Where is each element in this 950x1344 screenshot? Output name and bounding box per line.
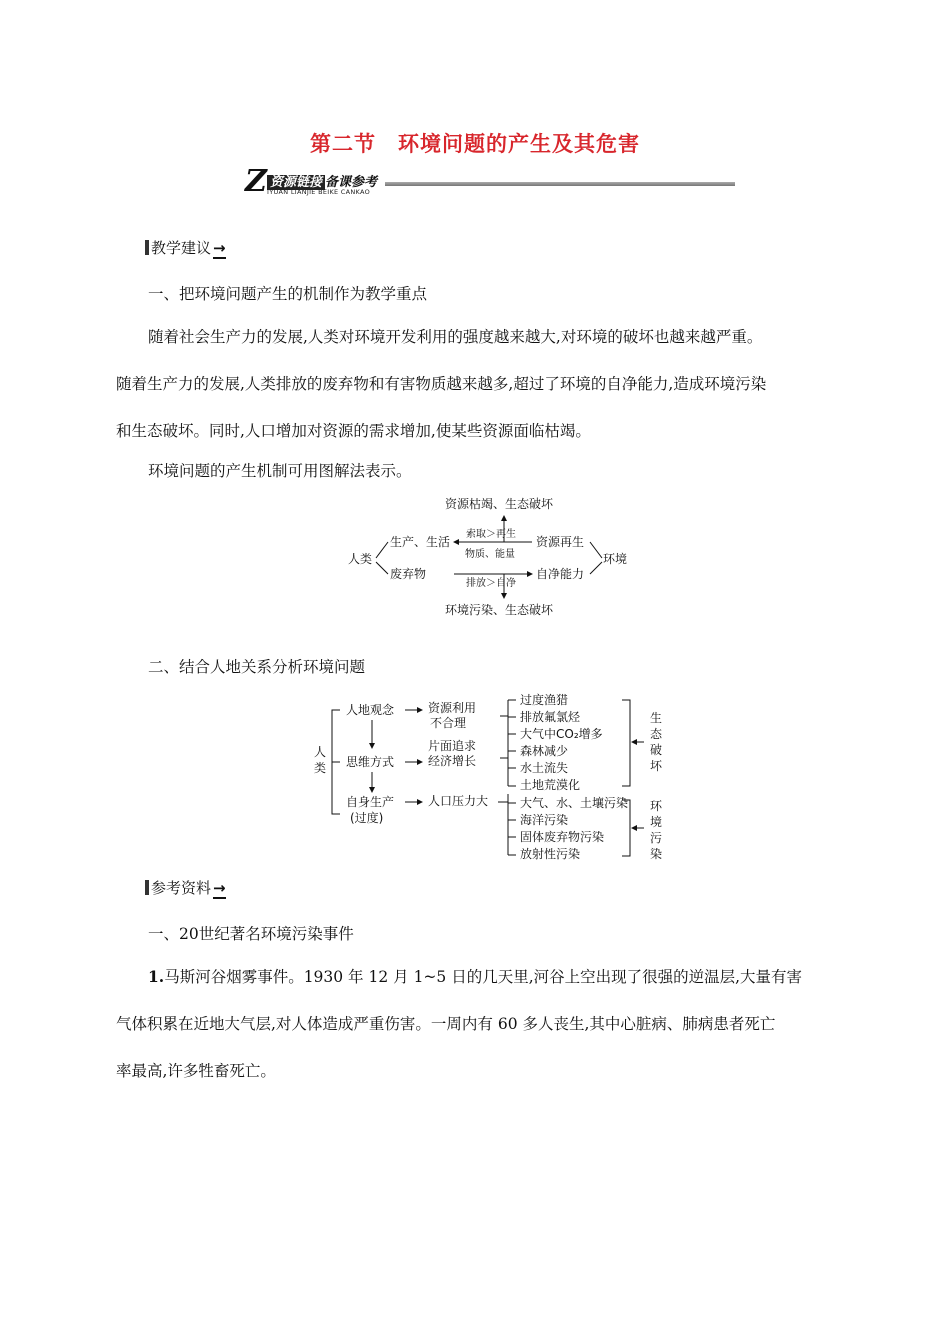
ref-point1-title: 一、20世纪著名环境污染事件 <box>148 925 354 943</box>
d2-effect-7: 大气、水、土壤污染 <box>520 796 629 810</box>
d2-col1-1: 人地观念 <box>346 703 395 717</box>
d2-col2-2a: 片面追求 <box>428 739 477 753</box>
section-heading-teaching: 教学建议 → <box>145 237 226 258</box>
d1-right-top: 资源再生 <box>536 535 585 549</box>
arrow-right-icon: → <box>213 239 226 257</box>
ref-item-line3: 率最高,许多牲畜死亡。 <box>116 1062 276 1080</box>
d2-effect-5: 水土流失 <box>520 761 569 775</box>
para1-line2: 随着生产力的发展,人类排放的废弃物和有害物质越来越多,超过了环境的自净能力,造成环境污染 <box>116 375 767 393</box>
ref-item-number: 1. <box>148 967 165 986</box>
d2-col2-2b: 经济增长 <box>428 754 477 768</box>
section-heading-reference: 参考资料 → <box>145 877 226 898</box>
d2-human-2: 类 <box>314 761 327 775</box>
d2-eco-2: 态 <box>650 727 663 741</box>
d2-effect-10: 放射性污染 <box>520 847 581 861</box>
d2-col2-1a: 资源利用 <box>428 701 477 715</box>
banner-highlight: 资源链接 <box>267 175 325 190</box>
d2-col2-3: 人口压力大 <box>428 794 489 808</box>
para1-line1: 随着社会生产力的发展,人类对环境开发利用的强度越来越大,对环境的破坏也越来越严重。 <box>148 328 763 346</box>
d2-col1-3: 自身生产 <box>346 795 395 809</box>
d2-effect-3: 大气中CO₂增多 <box>520 727 603 741</box>
d1-right-bottom: 自净能力 <box>536 567 585 581</box>
d1-human: 人类 <box>348 552 373 566</box>
d1-left-top: 生产、生活 <box>390 535 451 549</box>
d1-top: 资源枯竭、生态破坏 <box>445 497 554 511</box>
ref-item-line2: 气体积累在近地大气层,对人体造成严重伤害。一周内有 60 多人丧生,其中心脏病、肺病患者死亡 <box>116 1015 776 1033</box>
banner-logo-z: Z <box>245 164 267 199</box>
d1-environment: 环境 <box>603 552 628 566</box>
d1-top-arrow-label: 索取＞再生 <box>466 529 516 540</box>
heading-bar-icon <box>145 240 149 255</box>
ref-item-line1: 1.马斯河谷烟雾事件。1930 年 12 月 1~5 日的几天里,河谷上空出现了很强的逆温层,大量有害 <box>148 967 803 986</box>
d2-effect-9: 固体废弃物污染 <box>520 830 605 844</box>
d2-effect-6: 土地荒漠化 <box>520 778 581 792</box>
d2-env-3: 污 <box>650 831 663 845</box>
page-title: 第二节 环境问题的产生及其危害 <box>310 132 640 156</box>
d2-effect-1: 过度渔猎 <box>520 693 569 707</box>
d2-col1-4: (过度) <box>350 811 384 825</box>
d1-left-bottom: 废弃物 <box>390 567 427 581</box>
d1-middle: 物质、能量 <box>465 549 515 560</box>
d2-human-1: 人 <box>314 745 327 759</box>
d2-col2-1b: 不合理 <box>430 716 467 730</box>
heading-bar-icon <box>145 880 149 895</box>
d2-env-1: 环 <box>650 799 663 813</box>
point2-title: 二、结合人地关系分析环境问题 <box>148 658 366 676</box>
arrow-right-icon: → <box>213 879 226 897</box>
para2: 环境问题的产生机制可用图解法表示。 <box>148 462 412 480</box>
banner-label: 备课参考 <box>325 175 378 190</box>
d2-env-2: 境 <box>650 815 663 829</box>
d1-bottom: 环境污染、生态破坏 <box>445 603 554 617</box>
d2-col1-2: 思维方式 <box>346 755 395 769</box>
resource-banner <box>245 164 735 199</box>
d1-bottom-arrow-label: 排放＞自净 <box>466 578 516 589</box>
d2-effect-8: 海洋污染 <box>520 813 569 827</box>
d2-effect-4: 森林减少 <box>520 744 569 758</box>
human-land-diagram <box>310 690 670 865</box>
mechanism-diagram <box>340 490 640 620</box>
point1-title: 一、把环境问题产生的机制作为教学重点 <box>148 285 428 303</box>
d2-effect-2: 排放氟氯烃 <box>520 710 581 724</box>
d2-eco-1: 生 <box>650 711 663 725</box>
banner-rule <box>385 182 735 186</box>
d2-env-4: 染 <box>650 847 663 861</box>
d2-eco-3: 破 <box>650 743 663 757</box>
para1-line3: 和生态破坏。同时,人口增加对资源的需求增加,使某些资源面临枯竭。 <box>116 422 591 440</box>
d2-eco-4: 坏 <box>650 759 663 773</box>
banner-subtitle: IYUAN LIANJIE BEIKE CANKAO <box>267 188 371 196</box>
